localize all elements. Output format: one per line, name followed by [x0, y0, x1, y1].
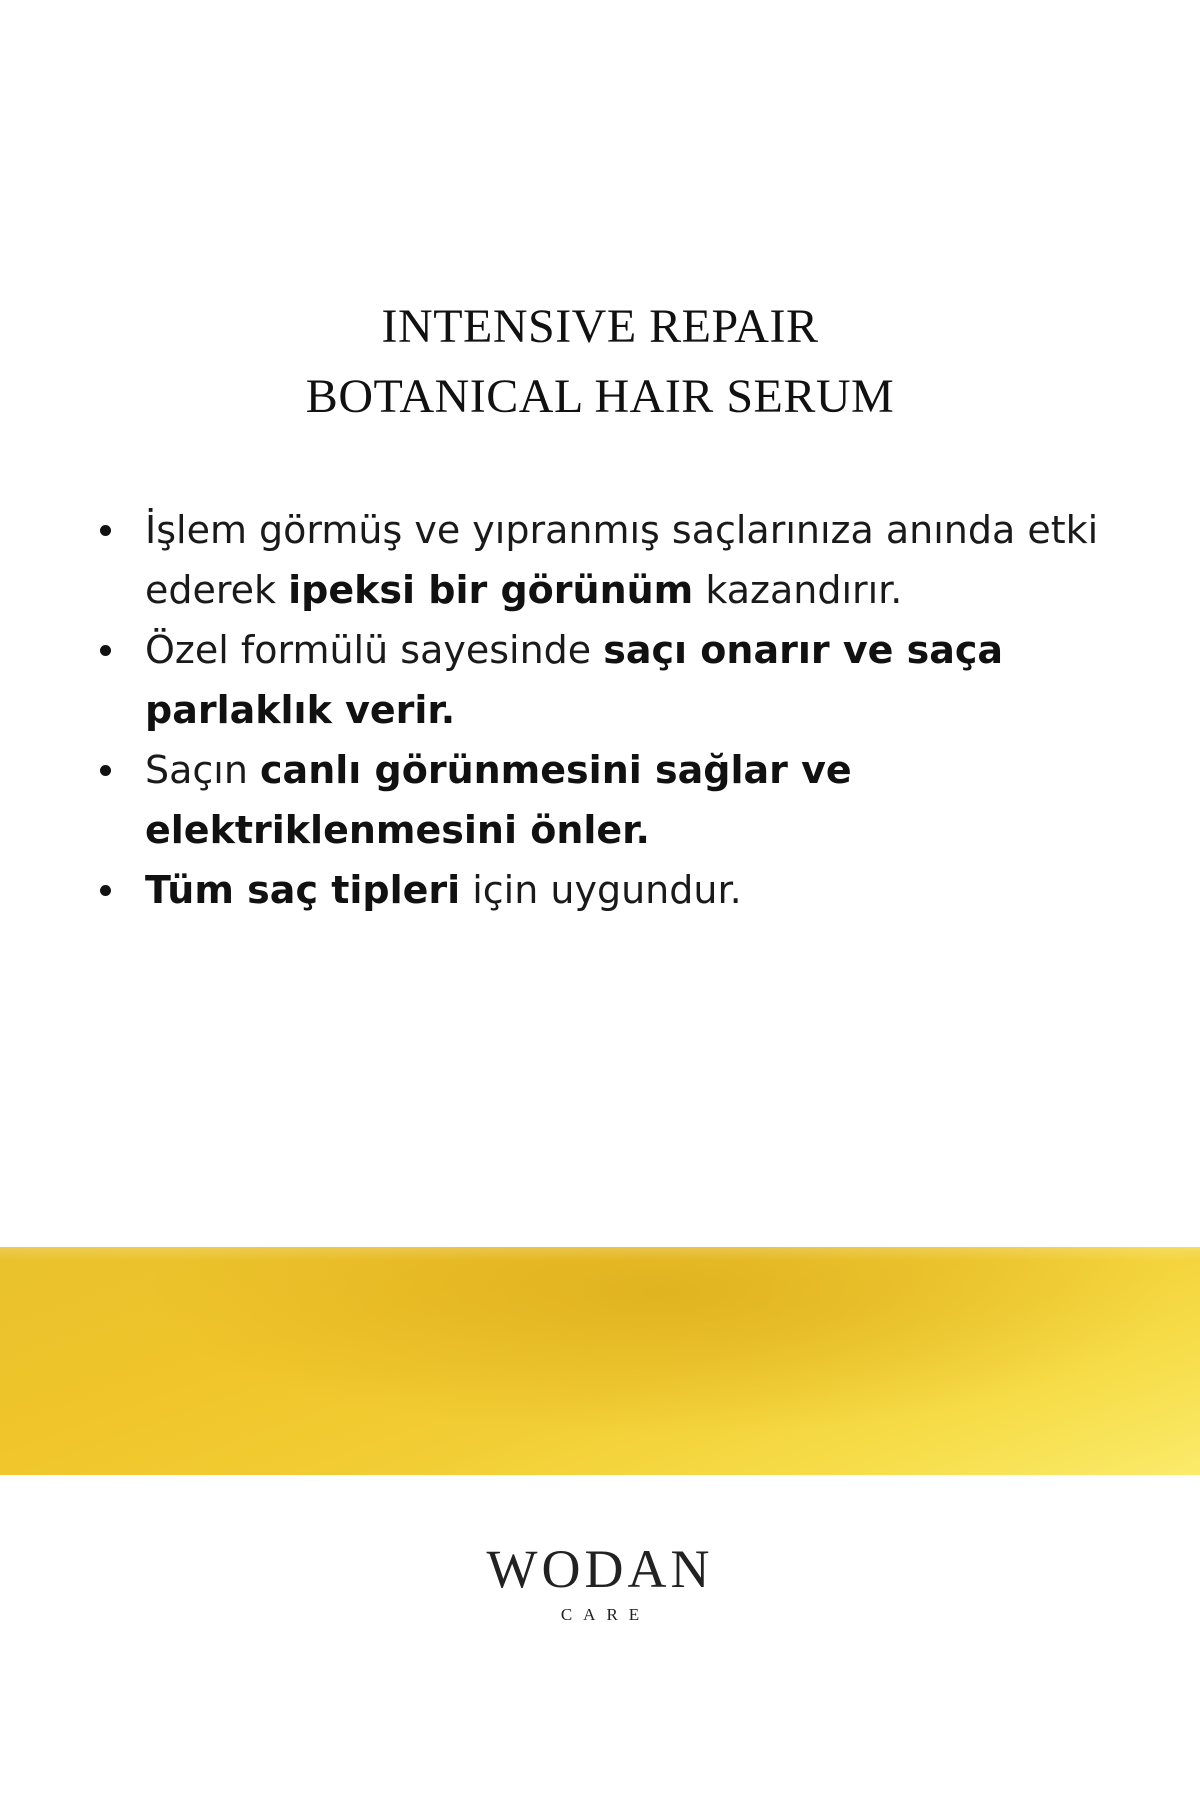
bullet-icon [100, 885, 111, 896]
benefit-item-3 [100, 740, 1120, 860]
brand-subtitle: CARE [560, 1605, 651, 1624]
benefit-2-text: Özel formülü sayesinde [145, 628, 604, 672]
benefit-1-text-end: kazandırır. [693, 568, 903, 612]
title-line-2: BOTANICAL HAIR SERUM [305, 370, 895, 423]
benefits-list [100, 500, 1120, 920]
brand-logo [0, 1538, 1200, 1628]
benefit-1-text: İşlem görmüş ve yıpranmış saçlarınıza anında etki ederek [145, 508, 1099, 612]
bullet-icon [100, 765, 111, 776]
brand-name: WODAN [486, 1539, 714, 1599]
title-line-1: INTENSIVE REPAIR [381, 300, 819, 353]
benefit-4-text-end: için uygundur. [460, 868, 742, 912]
benefit-1-highlight: ipeksi bir görünüm [288, 568, 694, 612]
benefit-2-highlight: saçı onarır ve saça parlaklık verir. [145, 628, 1004, 732]
benefit-item-1 [100, 500, 1120, 620]
bullet-icon [100, 645, 111, 656]
product-title [0, 292, 1200, 432]
benefit-4-highlight: Tüm saç tipleri [145, 868, 461, 912]
benefit-3-text: Saçın [145, 748, 261, 792]
gold-foil-band [0, 1247, 1200, 1475]
benefit-item-4 [100, 860, 1120, 920]
bullet-icon [100, 525, 111, 536]
benefit-item-2 [100, 620, 1120, 740]
benefit-3-highlight: canlı görünmesini sağlar ve elektriklenmesini önler. [145, 748, 852, 852]
